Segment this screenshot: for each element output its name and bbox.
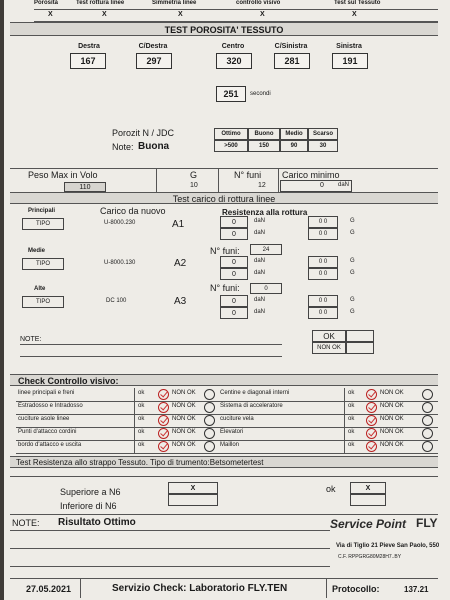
group1-tipo: TIPO (22, 218, 64, 230)
line-nonok-label: NON OK (312, 342, 346, 354)
resistenza-label: Resistenza alla rottura (222, 208, 308, 217)
funi-value: 12 (258, 182, 266, 189)
grade-header-buono: Buono (248, 128, 280, 140)
group3-unit1: daN (254, 297, 266, 303)
superiore-label: Superiore a N6 (60, 487, 121, 497)
value-centro: 320 (216, 53, 252, 69)
visual-left-item: cuciture asole linee (18, 416, 70, 422)
header-col-simmetria: Simmetria linee (152, 0, 197, 6)
checkmark-icon[interactable] (366, 389, 377, 400)
company-stamp: Service Point (330, 517, 407, 531)
visual-left-nonok: NON OK (172, 403, 196, 409)
protocol-label: Protocollo: (332, 584, 380, 594)
company-address: Via di Tiglio 21 Pieve San Paolo, 550 (336, 543, 440, 549)
checkmark-icon[interactable] (158, 415, 169, 426)
group1-val1: 0 (220, 216, 248, 228)
group3-g2: 0 0 (308, 307, 338, 319)
group1-code: U-8000.230 (104, 220, 136, 226)
group1-unit1: daN (254, 218, 266, 224)
line-ok-label: OK (312, 330, 346, 342)
visual-right-nonok: NON OK (380, 390, 404, 396)
footer-service: Servizio Check: Laboratorio FLY.TEN (112, 583, 288, 594)
empty-circle-icon[interactable] (204, 428, 215, 439)
g-label: G (190, 170, 198, 180)
header-col-porosita: Porosità (34, 0, 59, 6)
grade-value-scarso: 30 (308, 140, 338, 152)
visual-left-ok: ok (138, 442, 145, 448)
group2-unit1: daN (254, 258, 266, 264)
visual-left-item: linee principali e freni (18, 390, 75, 396)
visual-right-ok: ok (348, 442, 355, 448)
visual-left-ok: ok (138, 390, 145, 396)
group3-code: DC 100 (106, 298, 127, 304)
porozit-label: Porozit N / JDC (112, 128, 175, 138)
group3-val1: 0 (220, 295, 248, 307)
label-cdestra: C/Destra (138, 43, 168, 50)
visual-left-nonok: NON OK (172, 442, 196, 448)
header-col-tessuto: Test sul Tessuto (334, 0, 381, 6)
peso-value: 110 (64, 182, 106, 192)
company-logo-icon: FLY (416, 516, 438, 530)
grade-value-medio: 90 (280, 140, 308, 152)
group2-a: A2 (174, 258, 187, 269)
group2-val1: 0 (220, 256, 248, 268)
group3-gunit2: G (350, 309, 355, 315)
tear-ok-label: ok (326, 484, 336, 494)
superiore-mark: X (168, 482, 218, 494)
grade-value-ottimo: >500 (214, 140, 248, 152)
group3-unit2: daN (254, 309, 266, 315)
visual-right-ok: ok (348, 403, 355, 409)
visual-right-item: cuciture vela (220, 416, 254, 422)
visual-right-item: Elevatori (220, 429, 244, 435)
carico-min-label: Carico minimo (282, 170, 340, 180)
header-col-rottura: Test rottura linee (76, 0, 125, 6)
time-unit: secondi (250, 91, 271, 97)
company-email: C.F. RPPGRG80M28H7..BY (338, 554, 402, 560)
carico-min-unit: daN (338, 182, 350, 188)
porosity-title: TEST POROSITA' TESSUTO (164, 25, 284, 35)
group1-a: A1 (172, 219, 185, 230)
grade-value-buono: 150 (248, 140, 280, 152)
visual-right-nonok: NON OK (380, 429, 404, 435)
peso-label: Peso Max in Volo (28, 170, 98, 180)
visual-right-ok: ok (348, 429, 355, 435)
note-label: Note: (112, 142, 134, 152)
visual-right-item: Centine e diagonali interni (220, 390, 290, 396)
empty-circle-icon[interactable] (204, 402, 215, 413)
group2-unit2: daN (254, 270, 266, 276)
checkmark-icon[interactable] (366, 428, 377, 439)
group1-g2: 0 0 (308, 228, 338, 240)
visual-left-ok: ok (138, 416, 145, 422)
checkmark-icon[interactable] (366, 402, 377, 413)
funi-label: N° funi (234, 170, 262, 180)
visual-right-item: Sistema di acceleratore (220, 403, 283, 409)
group1-g1: 0 0 (308, 216, 338, 228)
label-destra: Destra (78, 43, 100, 50)
group3-a: A3 (174, 296, 187, 307)
group1-gunit2: G (350, 230, 355, 236)
note-value: Buona (138, 141, 170, 152)
group3-label: Alte (34, 286, 46, 292)
line-test-title: Test carico di rottura linee (172, 194, 276, 204)
test-report-sheet (4, 0, 450, 600)
carico-min-value: 0 (320, 182, 324, 189)
visual-left-nonok: NON OK (172, 390, 196, 396)
mark-tessuto: X (352, 11, 357, 18)
group2-val2: 0 (220, 268, 248, 280)
visual-right-nonok: NON OK (380, 442, 404, 448)
mark-visivo: X (260, 11, 265, 18)
visual-left-nonok: NON OK (172, 429, 196, 435)
label-centro: Centro (221, 43, 245, 50)
grade-header-medio: Medio (280, 128, 308, 140)
group2-code: U-8000.130 (104, 260, 136, 266)
group3-gunit1: G (350, 297, 355, 303)
group2-gunit2: G (350, 270, 355, 276)
protocol-value: 137.21 (404, 585, 429, 594)
group2-g2: 0 0 (308, 268, 338, 280)
checkmark-icon[interactable] (158, 389, 169, 400)
time-value: 251 (216, 86, 246, 102)
group1-gunit1: G (350, 218, 355, 224)
visual-right-item: Maillon (220, 442, 240, 448)
visual-left-item: bordo d'attacco e uscita (18, 442, 82, 448)
empty-circle-icon[interactable] (422, 441, 433, 452)
tear-ok-mark: X (350, 482, 386, 494)
inferiore-label: Inferiore di N6 (60, 501, 117, 511)
footer-note-value: Risultato Ottimo (58, 517, 136, 528)
label-sinistra: Sinistra (336, 43, 362, 50)
visual-right-ok: ok (348, 416, 355, 422)
group2-g1: 0 0 (308, 256, 338, 268)
group3-g1: 0 0 (308, 295, 338, 307)
visual-left-item: Estradosso e Intradosso (18, 403, 83, 409)
empty-circle-icon[interactable] (422, 402, 433, 413)
empty-circle-icon[interactable] (422, 389, 433, 400)
grade-header-ottimo: Ottimo (214, 128, 248, 140)
carico-nuovo-label: Carico da nuovo (100, 206, 166, 216)
tear-test-title: Test Resistenza allo strappo Tessuto. Tipo di trumento:Betsometertest (16, 458, 264, 467)
g-value: 10 (190, 182, 198, 189)
group1-unit2: daN (254, 230, 266, 236)
funi-a2-label: N° funi: (210, 246, 240, 256)
empty-circle-icon[interactable] (422, 428, 433, 439)
footer-date: 27.05.2021 (26, 584, 72, 594)
value-csinistra: 281 (274, 53, 310, 69)
group3-tipo: TIPO (22, 296, 64, 308)
mark-simmetria: X (178, 11, 183, 18)
group3-val2: 0 (220, 307, 248, 319)
value-sinistra: 191 (332, 53, 368, 69)
grade-header-scarso: Scarso (308, 128, 338, 140)
mark-porosita: X (48, 11, 53, 18)
checkmark-icon[interactable] (158, 428, 169, 439)
visual-right-nonok: NON OK (380, 403, 404, 409)
empty-circle-icon[interactable] (204, 389, 215, 400)
group2-tipo: TIPO (22, 258, 64, 270)
funi-a2-value: 24 (250, 244, 282, 255)
visual-left-nonok: NON OK (172, 416, 196, 422)
checkmark-icon[interactable] (158, 441, 169, 452)
empty-circle-icon[interactable] (422, 415, 433, 426)
value-destra: 167 (70, 53, 106, 69)
mark-rottura: X (102, 11, 107, 18)
group1-val2: 0 (220, 228, 248, 240)
label-csinistra: C/Sinistra (274, 43, 308, 50)
funi-a3-label: N° funi: (210, 283, 240, 293)
group2-gunit1: G (350, 258, 355, 264)
visual-left-item: Punti d'attacco cordini (18, 429, 77, 435)
footer-note-label: NOTE: (12, 518, 40, 528)
funi-a3-value: 0 (250, 283, 282, 294)
header-col-visivo: controllo visivo (236, 0, 281, 6)
value-cdestra: 297 (136, 53, 172, 69)
visual-right-nonok: NON OK (380, 416, 404, 422)
empty-circle-icon[interactable] (204, 415, 215, 426)
group1-label: Principali (28, 208, 56, 214)
visual-left-ok: ok (138, 403, 145, 409)
visual-right-ok: ok (348, 390, 355, 396)
empty-circle-icon[interactable] (204, 441, 215, 452)
line-note-label: NOTE: (20, 336, 42, 343)
checkmark-icon[interactable] (366, 415, 377, 426)
visual-left-ok: ok (138, 429, 145, 435)
group2-label: Medie (28, 248, 46, 254)
visual-check-title: Check Controllo visivo: (18, 376, 119, 386)
checkmark-icon[interactable] (366, 441, 377, 452)
checkmark-icon[interactable] (158, 402, 169, 413)
